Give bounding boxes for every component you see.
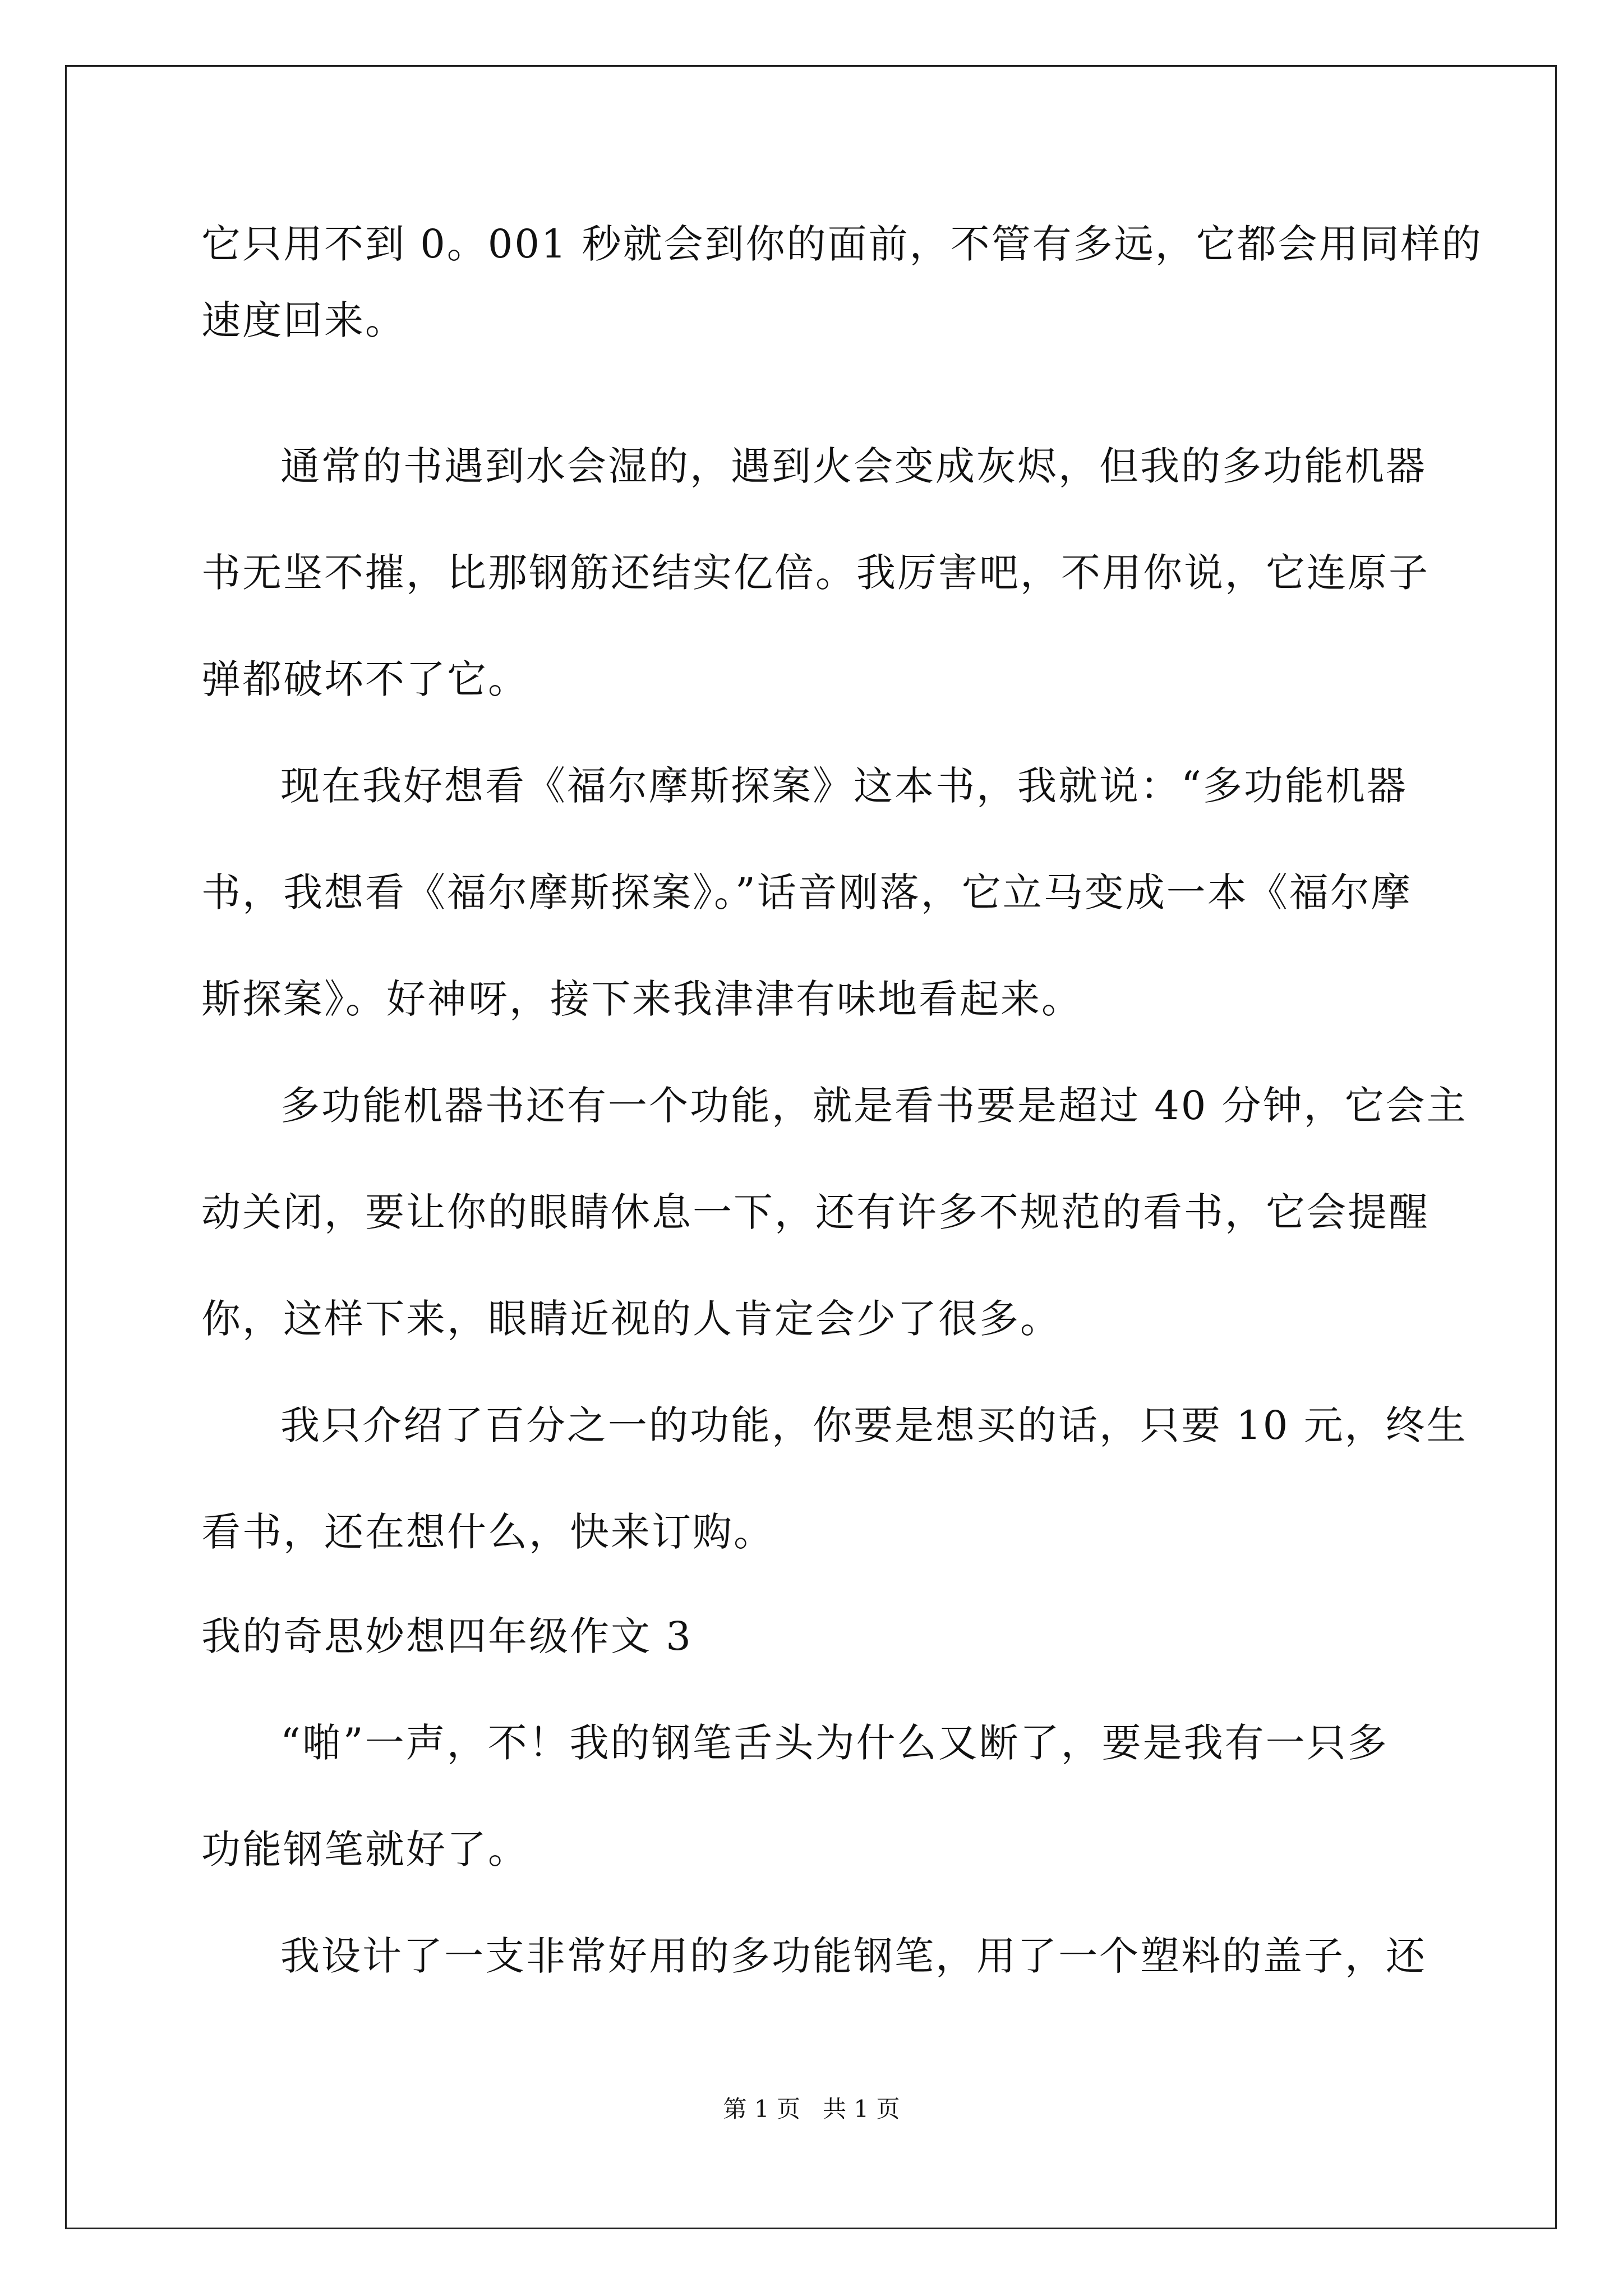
text-line: 你，这样下来，眼睛近视的人肯定会少了很多。	[201, 1296, 1061, 1342]
text-line: 现在我好想看《福尔摩斯探案》这本书，我就说：“多功能机器	[280, 763, 1408, 809]
page-border	[65, 65, 1557, 2229]
text-line: 速度回来。	[201, 297, 406, 343]
text-line: 斯探案》。好神呀，接下来我津津有味地看起来。	[201, 976, 1082, 1022]
text-line: 弹都破坏不了它。	[201, 656, 529, 702]
text-line: 多功能机器书还有一个功能，就是看书要是超过 40 分钟，它会主	[280, 1083, 1468, 1129]
text-line: “啪”一声，不！我的钢笔舌头为什么又断了，要是我有一只多	[280, 1720, 1389, 1766]
page-footer: 第 1 页 共 1 页	[723, 2095, 900, 2123]
text-line: 书无坚不摧，比那钢筋还结实亿倍。我厉害吧，不用你说，它连原子	[201, 550, 1430, 596]
text-line: 我只介绍了百分之一的功能，你要是想买的话，只要 10 元，终生	[280, 1402, 1468, 1448]
section-heading: 我的奇思妙想四年级作文 3	[201, 1613, 693, 1659]
text-line: 看书，还在想什么，快来订购。	[201, 1509, 774, 1555]
text-line: 功能钢笔就好了。	[201, 1826, 529, 1872]
text-line: 书，我想看《福尔摩斯探案》。”话音刚落，它立马变成一本《福尔摩	[201, 869, 1412, 915]
text-line: 它只用不到 0。001 秒就会到你的面前，不管有多远，它都会用同样的	[201, 221, 1483, 267]
text-line: 我设计了一支非常好用的多功能钢笔，用了一个塑料的盖子，还	[280, 1933, 1427, 1979]
text-line: 动关闭，要让你的眼睛休息一下，还有许多不规范的看书，它会提醒	[201, 1189, 1430, 1235]
text-line: 通常的书遇到水会湿的，遇到火会变成灰烬，但我的多功能机器	[280, 443, 1427, 489]
